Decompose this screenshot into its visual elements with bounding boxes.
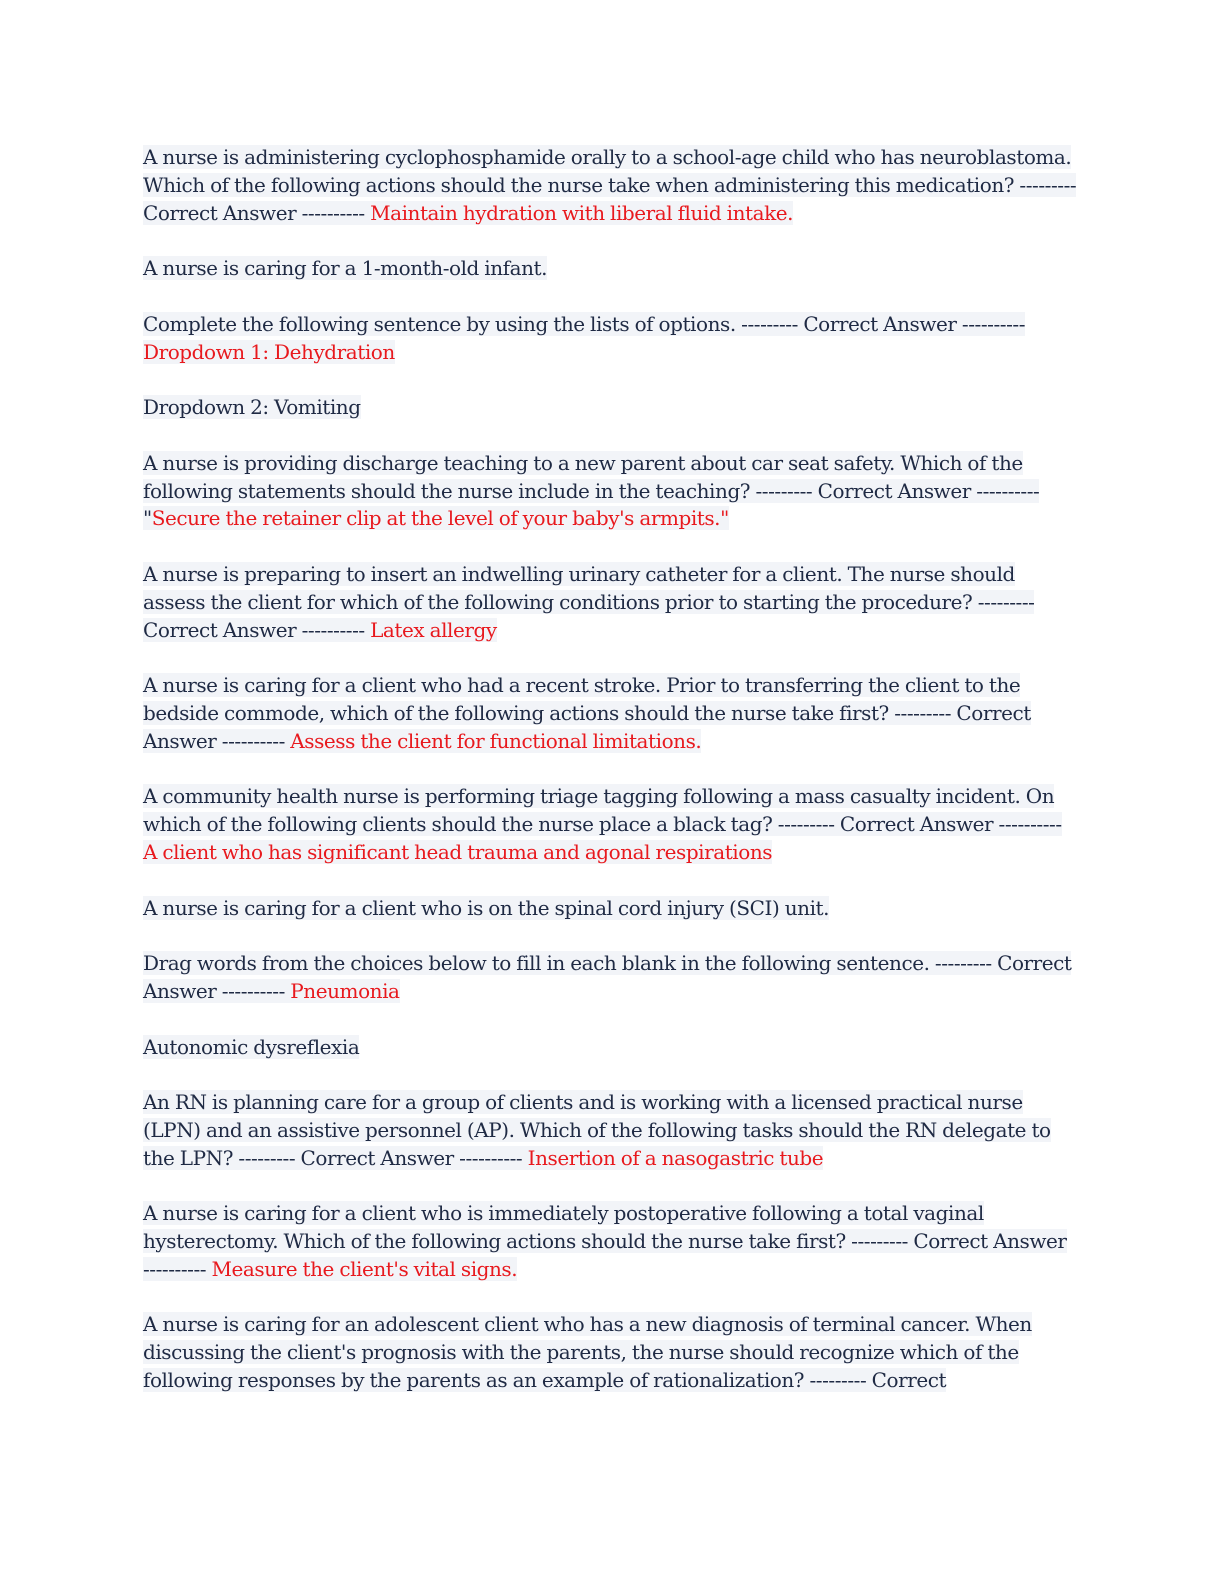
question-text: A nurse is preparing to insert an indwelling urinary catheter for a client. The nurse should assess the client for which of the following conditions prior to starting the procedure? --------- Correct Answer ---------- bbox=[143, 561, 1035, 642]
question-text: A community health nurse is performing triage tagging following a mass casualty incident. On which of the following clients should the nurse place a black tag? --------- Correct Answer ---------- bbox=[143, 784, 1062, 837]
question-text: A nurse is caring for a client who is immediately postoperative following a total vaginal hysterectomy. Which of the following actions should the nurse take first? --------- Correct Answer ---------- bbox=[143, 1201, 1067, 1281]
question-paragraph bbox=[143, 450, 1078, 533]
correct-answer: Dropdown 1: Dehydration bbox=[143, 339, 395, 364]
question-paragraph bbox=[143, 895, 1078, 923]
question-paragraph bbox=[143, 783, 1078, 866]
question-text: An RN is planning care for a group of clients and is working with a licensed practical nurse (LPN) and an assistive personnel (AP). Which of the following tasks should the RN delegate to the LPN? --------- Correct Answer ---------- bbox=[143, 1090, 1051, 1170]
correct-answer: Latex allergy bbox=[370, 617, 497, 642]
question-paragraph bbox=[143, 311, 1078, 367]
correct-answer: Measure the client's vital signs. bbox=[211, 1256, 518, 1281]
question-text: Autonomic dysreflexia bbox=[143, 1034, 360, 1059]
correct-answer: Pneumonia bbox=[290, 978, 400, 1003]
question-paragraph bbox=[143, 1034, 1078, 1062]
correct-answer: Assess the client for functional limitations. bbox=[290, 728, 702, 753]
correct-answer: A client who has significant head trauma and agonal respirations bbox=[143, 839, 773, 864]
question-text: Complete the following sentence by using the lists of options. --------- Correct Answer ---------- bbox=[143, 311, 1026, 336]
question-paragraph bbox=[143, 255, 1078, 283]
question-text: Drag words from the choices below to fill in each blank in the following sentence. --------- Correct Answer ---------- bbox=[143, 951, 1072, 1003]
correct-answer: Insertion of a nasogastric tube bbox=[527, 1145, 824, 1170]
question-paragraph bbox=[143, 394, 1078, 422]
question-paragraph bbox=[143, 144, 1078, 227]
question-text: A nurse is caring for a 1-month-old infant. bbox=[143, 256, 548, 281]
question-paragraph bbox=[143, 1311, 1078, 1394]
question-paragraph bbox=[143, 1200, 1078, 1283]
correct-answer: Maintain hydration with liberal fluid intake. bbox=[370, 200, 794, 225]
question-paragraph bbox=[143, 1089, 1078, 1172]
question-text: A nurse is caring for a client who had a recent stroke. Prior to transferring the client to the bedside commode, which of the following actions should the nurse take first? --------- Correct Answer ---------- bbox=[143, 673, 1031, 753]
question-text: A nurse is caring for an adolescent client who has a new diagnosis of terminal cancer. When discussing the client's prognosis with the parents, the nurse should recognize which of the following responses by the parents as an example of rationalization? --------- Correct bbox=[143, 1312, 1032, 1393]
question-paragraph bbox=[143, 561, 1078, 644]
question-text: A nurse is providing discharge teaching to a new parent about car seat safety. Which of the following statements should the nurse include in the teaching? --------- Correct Answer ---------- " bbox=[143, 450, 1040, 531]
question-text: A nurse is administering cyclophosphamide orally to a school-age child who has neuroblastoma. Which of the following actions should the nurse take when administering this medication? --------- Correct Answer ---------- bbox=[143, 145, 1077, 225]
question-paragraph bbox=[143, 672, 1078, 755]
correct-answer: Secure the retainer clip at the level of your baby's armpits." bbox=[151, 506, 729, 531]
question-paragraph bbox=[143, 950, 1078, 1006]
document-body bbox=[143, 144, 1078, 1423]
question-text: Dropdown 2: Vomiting bbox=[143, 395, 361, 420]
question-text: A nurse is caring for a client who is on the spinal cord injury (SCI) unit. bbox=[143, 895, 830, 920]
